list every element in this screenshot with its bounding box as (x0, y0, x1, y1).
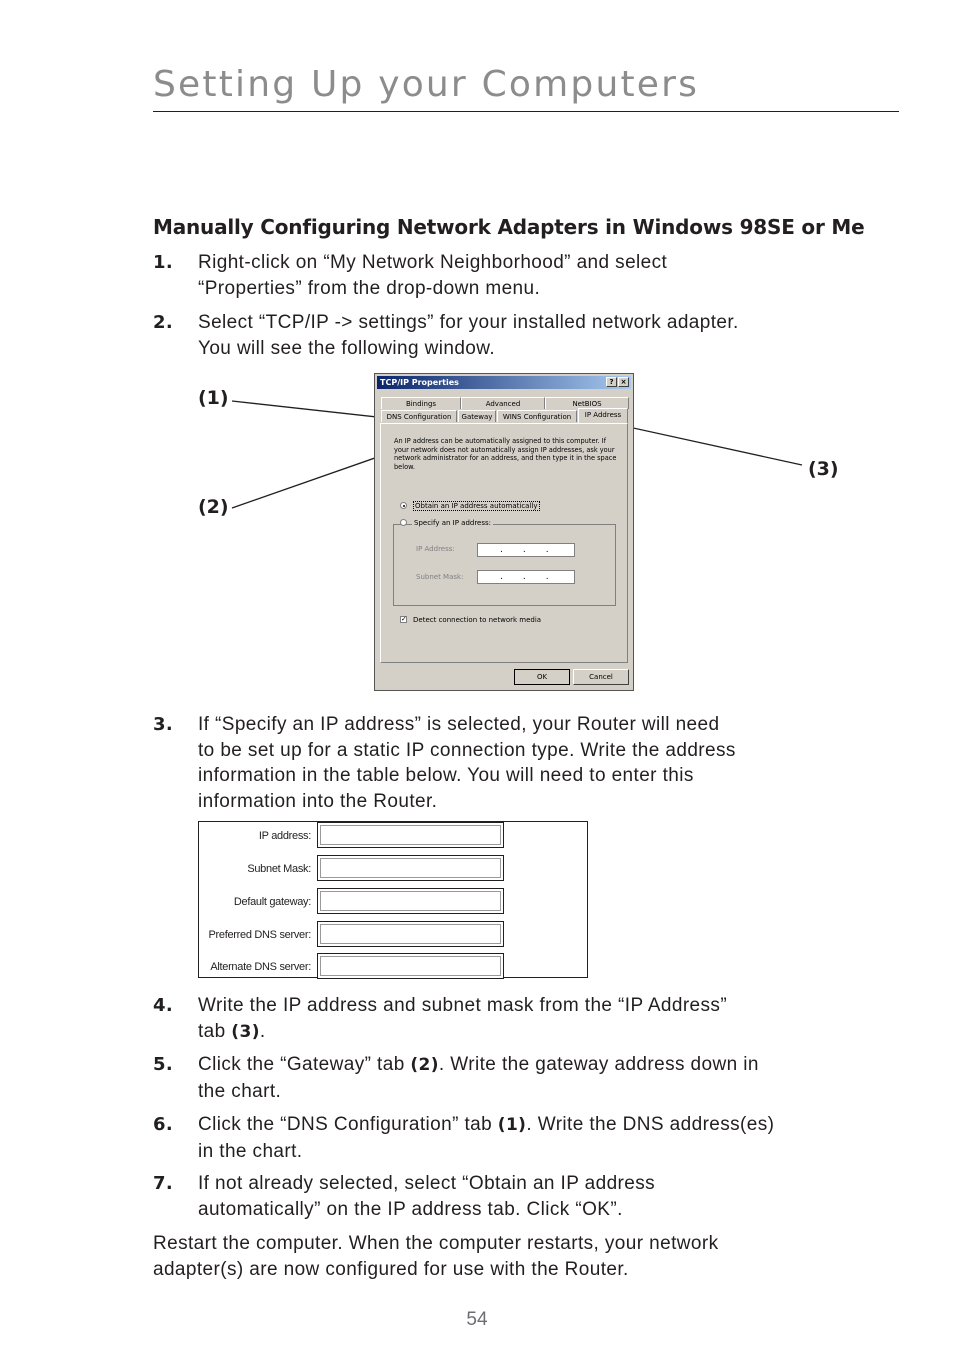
page-number: 54 (466, 1309, 488, 1330)
table-row-label: Alternate DNS server: (210, 961, 311, 973)
table-row (199, 921, 589, 954)
table-row (199, 855, 589, 888)
step-text (198, 1112, 858, 1164)
table-row-label: Default gateway: (233, 896, 311, 908)
step-number: 4. (153, 995, 174, 1016)
step-number: 2. (153, 312, 174, 333)
page-header-title: Setting Up your Computers (153, 64, 700, 105)
ip-address-label: IP Address: (416, 545, 455, 553)
step-text: If “Specify an IP address” is selected, your Router will need to be set up for a static IP connection type. Write the address information in the table below. You will need to enter this information into the Router. (198, 714, 736, 812)
address-table (198, 821, 588, 978)
step-text-part: Click the “Gateway” tab (198, 1054, 411, 1075)
tab-dns-configuration[interactable]: DNS Configuration (381, 410, 457, 422)
step-text-part: Click the “DNS Configuration” tab (198, 1114, 498, 1135)
table-row-field[interactable] (317, 953, 504, 979)
subnet-mask-field[interactable]: ... (477, 570, 575, 584)
detect-checkbox[interactable]: ✓ (401, 615, 407, 623)
specify-ip-label: Specify an IP address: (414, 519, 492, 527)
table-row-field[interactable] (317, 921, 504, 947)
ip-address-field[interactable]: ... (477, 543, 575, 557)
tab-bindings[interactable]: Bindings (381, 397, 461, 409)
step-number: 7. (153, 1173, 174, 1194)
step-text-part: . Write the DNS address(es) in the chart. (198, 1114, 775, 1162)
step-number: 5. (153, 1054, 174, 1075)
table-row-label: Subnet Mask: (247, 863, 311, 875)
step-text: If not already selected, select “Obtain an IP address automatically” on the IP address tab. Click “OK”. (198, 1173, 656, 1220)
closing-paragraph: Restart the computer. When the computer restarts, your network adapter(s) are now configured for use with the Router. (153, 1233, 719, 1280)
close-icon[interactable]: × (618, 377, 629, 387)
tab-ip-address[interactable]: IP Address (578, 408, 628, 423)
ok-button[interactable]: OK (514, 669, 570, 685)
ip-address-panel (380, 423, 628, 663)
tab-advanced[interactable]: Advanced (461, 397, 545, 409)
subnet-mask-label: Subnet Mask: (416, 573, 464, 581)
step-text: Right-click on “My Network Neighborhood” and select “Properties” from the drop-down menu. (198, 252, 668, 299)
tab-netbios[interactable]: NetBIOS (545, 397, 629, 409)
tcpip-properties-dialog (374, 373, 634, 691)
callout-3: (3) (808, 458, 839, 480)
tab-wins-configuration[interactable]: WINS Configuration (497, 410, 577, 422)
callout-reference: (1) (497, 1115, 527, 1135)
step-number: 1. (153, 252, 174, 273)
obtain-ip-radio[interactable] (400, 502, 407, 509)
callout-reference: (2) (410, 1055, 439, 1075)
callout-reference: (3) (231, 1021, 260, 1042)
table-row-field[interactable] (317, 822, 504, 848)
callout-line-3 (615, 424, 802, 465)
tab-gateway[interactable]: Gateway (458, 410, 496, 422)
step-text-part: . (259, 1020, 266, 1042)
table-row (199, 888, 589, 921)
panel-description: An IP address can be automatically assigned to this computer. If your network does not automatically assign IP addresses, ask your network administrator for an address, and then type it in the space below. (394, 437, 617, 471)
help-icon[interactable]: ? (606, 377, 617, 387)
step-text: Select “TCP/IP -> settings” for your installed network adapter. You will see the following window. (198, 312, 739, 359)
section-heading: Manually Configuring Network Adapters in Windows 98SE or Me (153, 215, 865, 239)
callout-2: (2) (198, 496, 229, 518)
table-row (199, 822, 589, 855)
obtain-ip-label: Obtain an IP address automatically (415, 502, 538, 510)
table-row-label: Preferred DNS server: (208, 929, 311, 941)
table-row (199, 953, 589, 986)
step-number: 6. (153, 1114, 174, 1135)
table-row-label: IP address: (258, 830, 311, 842)
table-row-field[interactable] (317, 855, 504, 881)
step-text-part: . Write the gateway address down in the chart. (198, 1054, 759, 1102)
specify-ip-group (393, 524, 616, 606)
step-number: 3. (153, 714, 174, 735)
step-text (198, 1052, 858, 1104)
step-text (198, 993, 858, 1045)
dialog-title-bar (377, 376, 631, 389)
detect-label: Detect connection to network media (413, 616, 542, 624)
cancel-button[interactable]: Cancel (573, 669, 629, 685)
table-row-field[interactable] (317, 888, 504, 914)
step-text-part: Write the IP address and subnet mask from the “IP Address” tab (198, 995, 728, 1042)
callout-1: (1) (198, 387, 229, 409)
dialog-title: TCP/IP Properties (380, 378, 459, 387)
specify-ip-radio[interactable] (400, 519, 407, 526)
callout-line-1 (232, 401, 386, 418)
